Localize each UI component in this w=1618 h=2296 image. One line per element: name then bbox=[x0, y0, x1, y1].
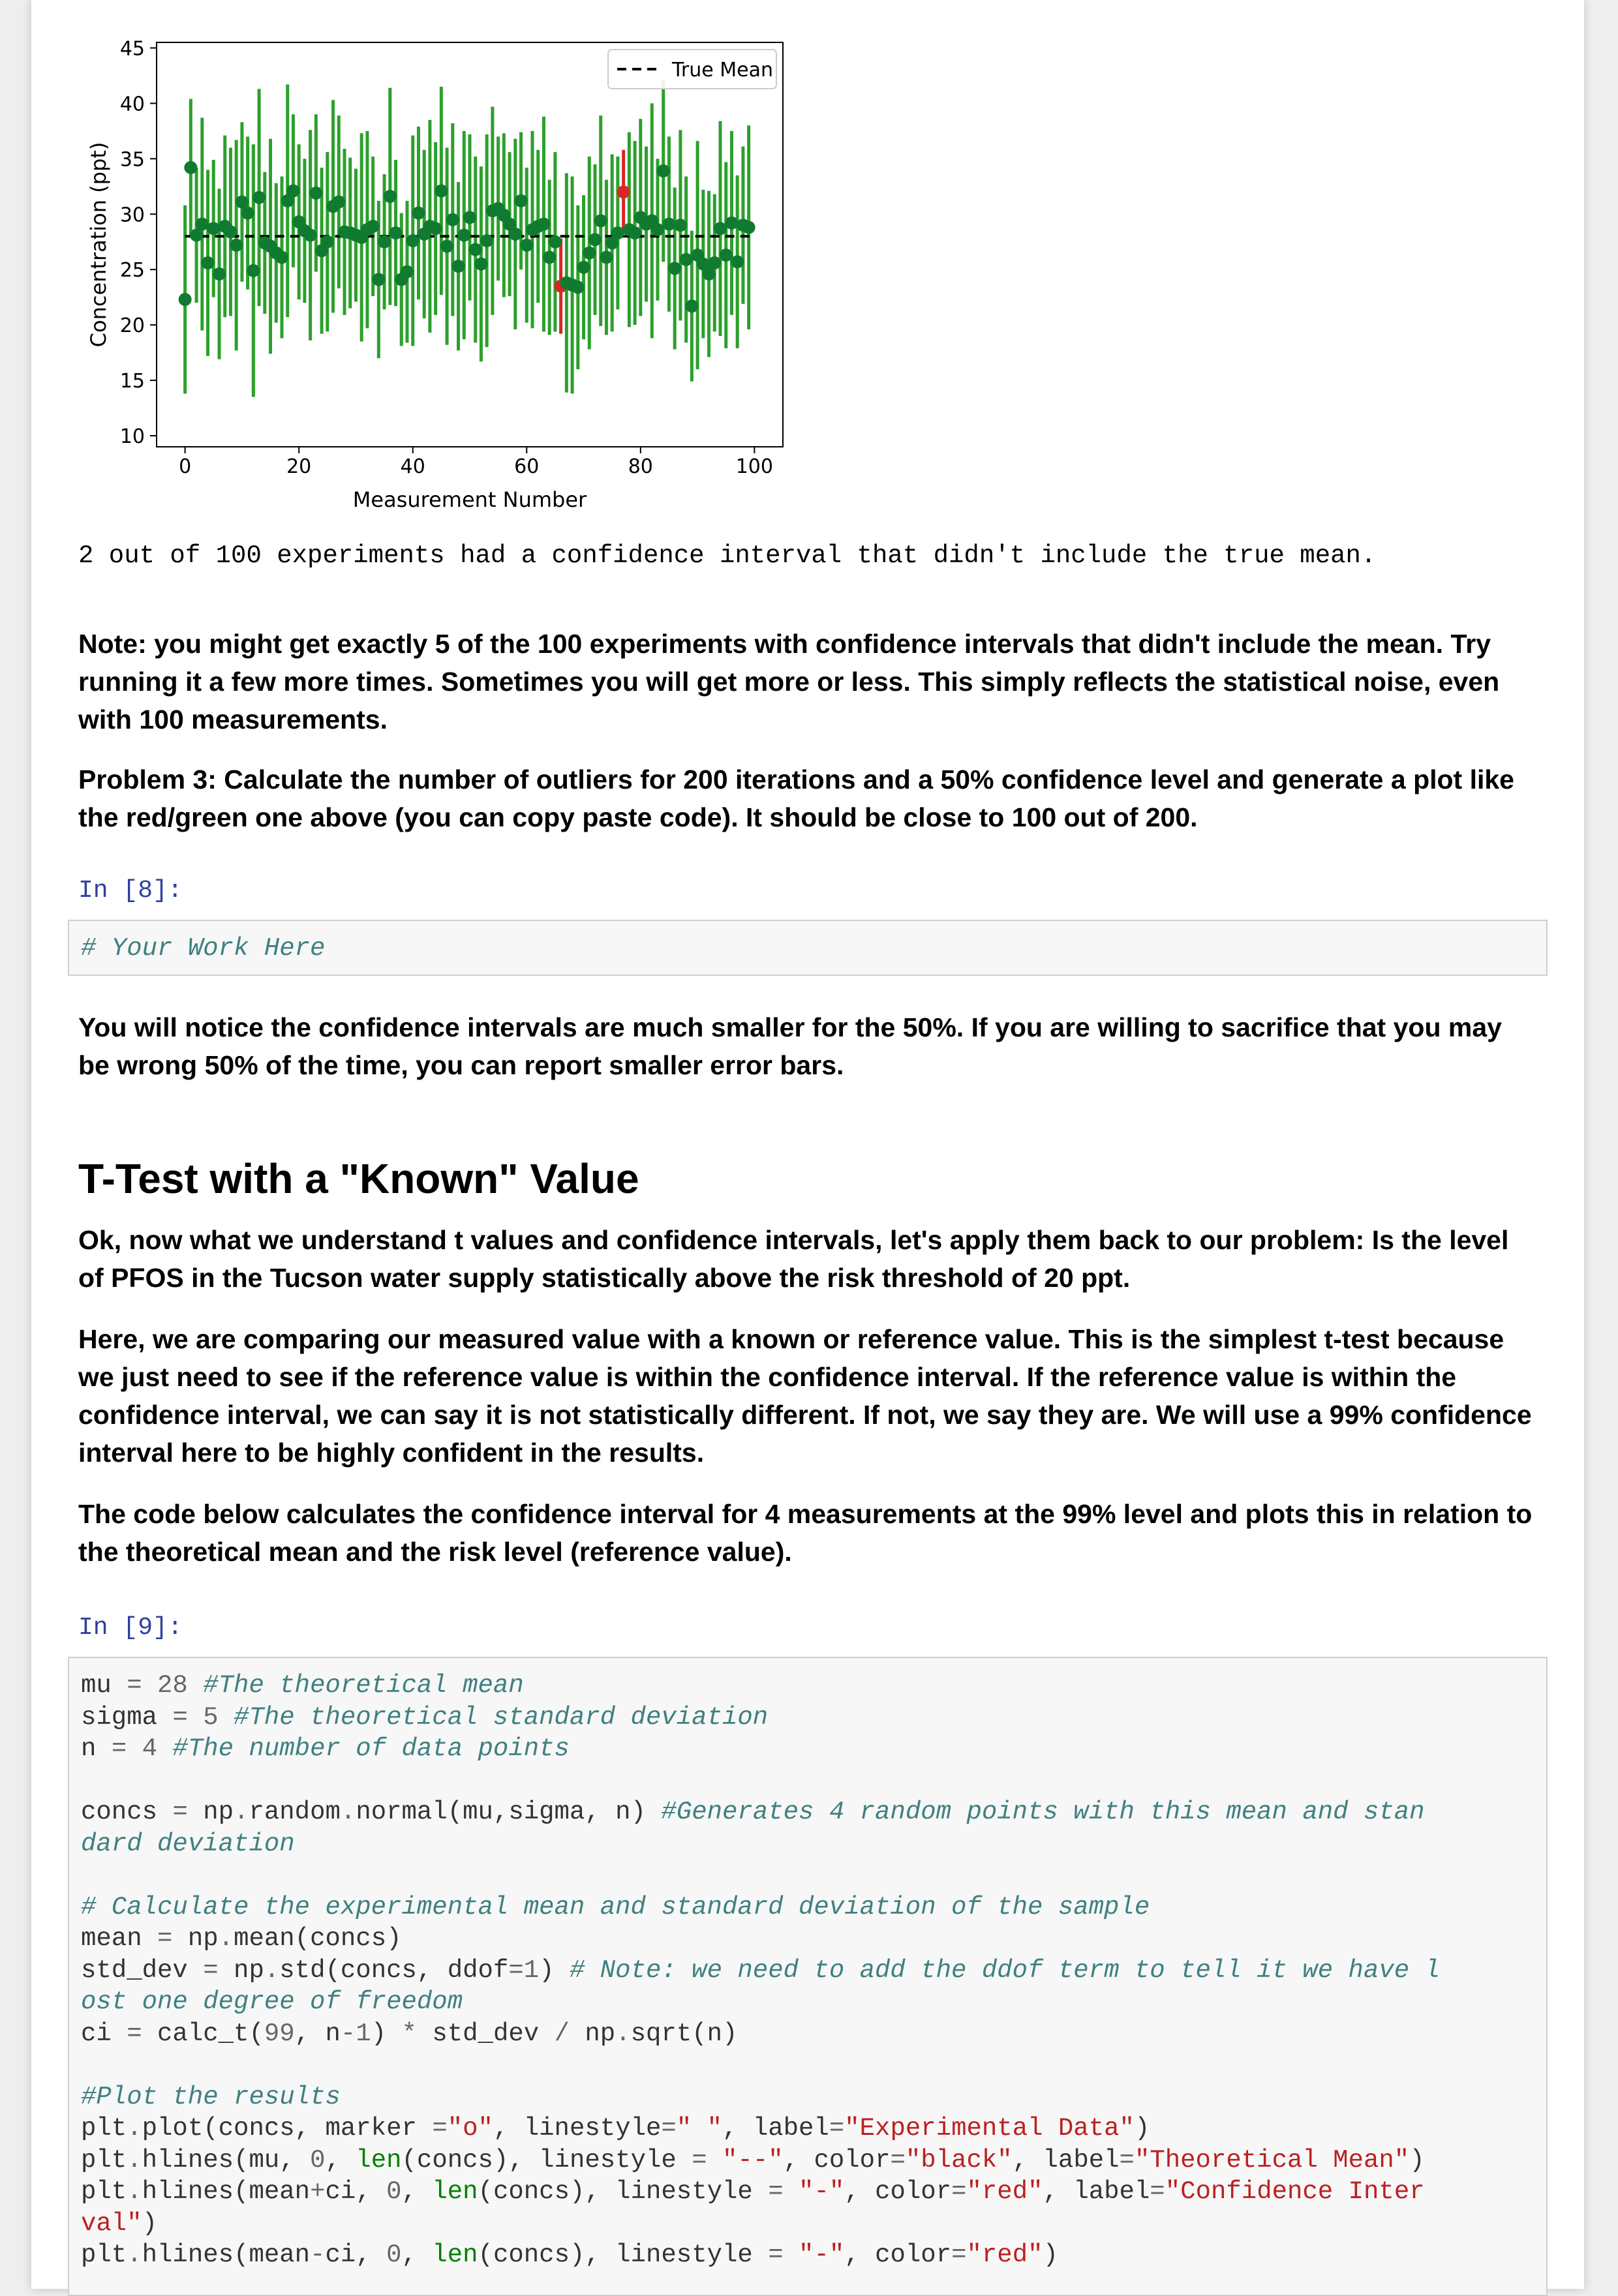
code-token: "-" bbox=[799, 2241, 845, 2269]
code-token: n bbox=[81, 1734, 112, 1763]
code-token: = bbox=[768, 2241, 784, 2269]
data-point bbox=[662, 218, 675, 231]
data-point bbox=[674, 219, 687, 232]
code-token: , label bbox=[1043, 2177, 1150, 2206]
code-token: std_dev bbox=[81, 1956, 204, 1985]
problem-3-label: Problem 3: bbox=[78, 764, 217, 794]
code-token: / bbox=[554, 2019, 570, 2048]
code-token: = bbox=[951, 2177, 967, 2206]
problem-3-text: and a bbox=[855, 764, 941, 794]
ttest-text: Here, we are comparing our measured value with a bbox=[78, 1324, 731, 1354]
code-token: dard deviation bbox=[81, 1829, 295, 1858]
code-token: np bbox=[172, 1924, 219, 1953]
code-token: = bbox=[951, 2241, 967, 2269]
code-token: np bbox=[187, 1798, 234, 1826]
data-point bbox=[196, 218, 209, 231]
code-token: std(concs, ddof bbox=[279, 1956, 509, 1985]
code-token: (concs), linestyle bbox=[401, 2145, 692, 2175]
code-token: std_dev bbox=[416, 2019, 555, 2048]
code-token: , bbox=[401, 2177, 433, 2206]
data-point bbox=[720, 249, 733, 262]
data-point bbox=[474, 258, 487, 271]
code-line bbox=[81, 1986, 1440, 2018]
code-token: #The number of data points bbox=[172, 1734, 570, 1763]
code-token: #The theoretical standard deviation bbox=[234, 1702, 769, 1732]
code-line bbox=[81, 2176, 1440, 2208]
y-tick-label: 20 bbox=[119, 314, 145, 338]
code-token: # Calculate the experimental mean and standard deviation of the sample bbox=[81, 1892, 1150, 1922]
data-point bbox=[537, 218, 550, 231]
code-token: "Confidence Inter bbox=[1165, 2177, 1425, 2206]
code-line bbox=[81, 2208, 1440, 2240]
code-line bbox=[81, 2049, 1440, 2081]
data-point bbox=[668, 262, 681, 275]
code-token: . bbox=[264, 1956, 280, 1985]
data-point bbox=[213, 267, 226, 280]
data-point bbox=[224, 225, 237, 238]
data-point bbox=[543, 251, 556, 264]
code-token: "black" bbox=[905, 2145, 1013, 2175]
cell-output: 2 out of 100 experiments had a confidence interval that didn't include the true mean. bbox=[78, 541, 1377, 570]
code-token: = bbox=[768, 2177, 784, 2206]
code-token: 0 bbox=[310, 2145, 326, 2175]
x-tick-label: 60 bbox=[514, 455, 540, 478]
code-token: ) bbox=[1134, 2114, 1150, 2143]
data-point bbox=[321, 235, 334, 249]
code-token: #The theoretical mean bbox=[203, 1671, 524, 1700]
code-token: mean(concs) bbox=[234, 1924, 402, 1953]
data-point bbox=[275, 251, 288, 264]
code-token: mu bbox=[81, 1671, 127, 1700]
code-token bbox=[707, 2146, 722, 2175]
code-token: #Generates 4 random points with this mean and stan bbox=[661, 1798, 1425, 1826]
data-point bbox=[703, 267, 716, 280]
code-token: . bbox=[127, 2145, 142, 2175]
code-token: = bbox=[1150, 2177, 1165, 2206]
code-token: , bbox=[325, 2145, 356, 2175]
code-token: , label bbox=[722, 2114, 829, 2143]
code-token: plt bbox=[81, 2145, 127, 2175]
code-line bbox=[81, 1670, 1440, 1702]
data-point bbox=[600, 251, 613, 264]
code-line bbox=[81, 1860, 1440, 1892]
code-token: ci, bbox=[325, 2177, 387, 2206]
y-tick-label: 15 bbox=[119, 370, 145, 393]
code-token: plt bbox=[81, 2241, 127, 2269]
x-tick-label: 40 bbox=[400, 455, 425, 478]
data-point bbox=[378, 235, 391, 249]
data-point bbox=[184, 161, 197, 174]
code-line bbox=[81, 2081, 1440, 2113]
x-tick-label: 20 bbox=[286, 455, 312, 478]
code-token: = bbox=[172, 1702, 188, 1732]
code-line bbox=[81, 2239, 1440, 2271]
code-token bbox=[142, 1671, 157, 1700]
data-point bbox=[190, 229, 203, 242]
y-tick-label: 35 bbox=[119, 148, 145, 172]
code-token: "red" bbox=[966, 2177, 1043, 2206]
code-token: plot(concs, marker bbox=[142, 2114, 433, 2143]
code-token: , color bbox=[844, 2241, 952, 2269]
y-tick-label: 30 bbox=[119, 204, 145, 227]
data-point bbox=[207, 222, 220, 235]
code-line bbox=[81, 1733, 1440, 1765]
ttest-paragraph bbox=[78, 1320, 1540, 1472]
cell-8-prompt: In [8]: bbox=[78, 877, 183, 905]
code-token: = bbox=[203, 1956, 219, 1985]
code-token: np bbox=[569, 2019, 616, 2048]
code-token: len bbox=[356, 2145, 402, 2175]
legend-label: True Mean bbox=[672, 59, 773, 82]
code-token: 1 bbox=[356, 2019, 371, 2048]
y-tick-label: 45 bbox=[119, 37, 145, 61]
code-token: normal(mu,sigma, n) bbox=[356, 1798, 662, 1826]
data-point bbox=[304, 229, 317, 242]
data-point bbox=[515, 194, 528, 207]
data-point bbox=[708, 256, 721, 269]
data-point bbox=[549, 235, 562, 249]
code-token: , color bbox=[844, 2177, 952, 2206]
ttest-text: . This is the simplest t-test because we just need to see if the reference value is within the confidence interval. If the reference value is within the confidence interval, we can say it is not statistically different. If not, we say they are. We will use a 99% confidence interval here to be highly confident in the results. bbox=[78, 1324, 1532, 1468]
code-line bbox=[81, 1892, 1440, 1924]
data-point bbox=[252, 191, 266, 204]
code-token: # Note: we need to add the ddof term to tell it we have l bbox=[569, 1956, 1440, 1985]
code-token: = bbox=[432, 2114, 448, 2143]
code-token: . bbox=[234, 1798, 249, 1826]
data-point bbox=[412, 207, 425, 220]
code-token bbox=[127, 1734, 142, 1763]
code-token: hlines(mean bbox=[142, 2241, 311, 2269]
code-token: = bbox=[111, 1734, 127, 1763]
code-token bbox=[784, 2241, 799, 2269]
code-token: + bbox=[310, 2177, 326, 2206]
intro-paragraph: Ok, now what we understand t values and confidence intervals, let's apply them back to our problem: Is the level of PFOS in the Tucson water supply statistically above the risk threshold of 20 ppt. bbox=[78, 1225, 1509, 1293]
iterations-emphasis: 200 iterations bbox=[683, 764, 856, 794]
code-token: = bbox=[508, 1956, 524, 1985]
section-heading: T-Test with a "Known" Value bbox=[78, 1155, 639, 1202]
cell-8-code: # Your Work Here bbox=[81, 934, 326, 963]
code-token: "o" bbox=[447, 2114, 493, 2143]
code-token: ci, bbox=[325, 2241, 387, 2269]
y-tick-label: 10 bbox=[119, 425, 145, 449]
data-point bbox=[384, 190, 397, 203]
code-token: ) bbox=[371, 2019, 402, 2048]
data-point bbox=[367, 220, 380, 233]
code-token: (concs), linestyle bbox=[478, 2177, 769, 2206]
code-token: np bbox=[218, 1956, 264, 1985]
code-token: plt bbox=[81, 2177, 127, 2206]
code-token bbox=[157, 1734, 172, 1763]
code-token bbox=[188, 1703, 203, 1732]
code-line bbox=[81, 1702, 1440, 1734]
x-tick-label: 80 bbox=[628, 455, 653, 478]
data-point bbox=[440, 240, 453, 253]
code-token: = bbox=[157, 1924, 173, 1953]
x-tick-label: 0 bbox=[179, 455, 192, 478]
x-axis-label: Measurement Number bbox=[352, 487, 587, 512]
code-token: . bbox=[615, 2019, 631, 2048]
code-description-paragraph: The code below calculates the confidence interval for 4 measurements at the 99% level and plots this in relation to the theoretical mean and the risk level (reference value). bbox=[78, 1499, 1533, 1567]
data-point bbox=[286, 185, 299, 198]
data-point bbox=[651, 223, 664, 236]
x-tick-label: 100 bbox=[735, 455, 773, 478]
code-token: . bbox=[127, 2241, 142, 2269]
cell-9-code bbox=[81, 1670, 1440, 2271]
code-token: sqrt(n) bbox=[630, 2019, 738, 2048]
confidence-emphasis: 50% confidence level bbox=[940, 764, 1210, 794]
code-token: len bbox=[432, 2241, 478, 2269]
code-line bbox=[81, 1828, 1440, 1860]
code-line bbox=[81, 2018, 1440, 2050]
code-token: calc_t( bbox=[142, 2019, 264, 2048]
code-token: "red" bbox=[966, 2241, 1043, 2269]
code-token bbox=[784, 2177, 799, 2206]
data-point bbox=[241, 207, 254, 220]
code-token: ost one degree of freedom bbox=[81, 1987, 463, 2016]
error-bar-chart bbox=[78, 26, 816, 522]
code-token: ) bbox=[539, 1956, 570, 1985]
data-point bbox=[731, 255, 744, 268]
code-token: , linestyle bbox=[493, 2114, 662, 2143]
code-token: mean bbox=[81, 1924, 158, 1953]
data-point bbox=[452, 260, 465, 273]
code-token: = bbox=[890, 2145, 906, 2175]
data-point bbox=[230, 239, 243, 252]
problem-3-text: Calculate the number of outliers for bbox=[216, 764, 684, 794]
data-point bbox=[236, 196, 249, 209]
code-token: ) bbox=[1409, 2145, 1425, 2175]
data-point bbox=[742, 221, 756, 234]
data-point bbox=[588, 233, 602, 246]
code-token: . bbox=[218, 1924, 234, 1953]
code-line bbox=[81, 1923, 1440, 1955]
code-token: 0 bbox=[386, 2177, 402, 2206]
code-token: = bbox=[127, 2019, 142, 2048]
data-point bbox=[429, 222, 442, 235]
code-token: , label bbox=[1012, 2145, 1120, 2175]
data-point bbox=[480, 234, 493, 247]
code-token: 5 bbox=[203, 1702, 219, 1732]
data-point bbox=[572, 280, 585, 294]
data-point bbox=[520, 239, 533, 252]
data-point bbox=[463, 211, 476, 224]
code-token: = bbox=[692, 2145, 707, 2175]
code-token: "Theoretical Mean" bbox=[1134, 2145, 1410, 2175]
code-token: . bbox=[127, 2114, 142, 2143]
data-point bbox=[469, 243, 482, 256]
code-token: "-" bbox=[799, 2177, 845, 2206]
data-point bbox=[509, 228, 522, 241]
data-point bbox=[457, 229, 470, 242]
code-line bbox=[81, 2113, 1440, 2145]
data-point bbox=[577, 261, 590, 274]
code-token: ) bbox=[142, 2209, 158, 2238]
problem-3-text: and generate a plot like the red/green one above (you can copy paste code). It should be close to 100 out of 200. bbox=[78, 764, 1514, 832]
problem-3-paragraph bbox=[78, 761, 1540, 836]
code-token: hlines(mean bbox=[142, 2177, 311, 2206]
data-point bbox=[309, 187, 322, 200]
data-point bbox=[617, 185, 630, 198]
code-token bbox=[188, 1671, 203, 1700]
notice-paragraph: You will notice the confidence intervals are much smaller for the 50%. If you are willing to sacrifice that you may be wrong 50% of the time, you can report smaller error bars. bbox=[78, 1012, 1502, 1080]
data-point bbox=[594, 214, 607, 227]
code-token bbox=[219, 1703, 234, 1732]
code-token: " " bbox=[676, 2114, 723, 2143]
data-point bbox=[685, 299, 698, 312]
code-token: = bbox=[661, 2114, 677, 2143]
code-token: 28 bbox=[157, 1671, 188, 1700]
data-point bbox=[714, 222, 727, 235]
code-token: , n bbox=[294, 2019, 341, 2048]
code-line bbox=[81, 1765, 1440, 1797]
data-point bbox=[435, 185, 448, 198]
reference-emphasis: known or reference value bbox=[731, 1324, 1054, 1354]
code-token: 0 bbox=[386, 2241, 402, 2269]
data-point bbox=[401, 265, 414, 279]
code-token: = bbox=[172, 1798, 188, 1826]
data-point bbox=[583, 247, 596, 260]
code-token: 1 bbox=[523, 1956, 540, 1985]
code-token: = bbox=[829, 2114, 845, 2143]
code-token: ) bbox=[1043, 2241, 1058, 2269]
code-token: plt bbox=[81, 2114, 127, 2143]
data-point bbox=[202, 256, 215, 269]
code-token: ci bbox=[81, 2019, 127, 2048]
data-point bbox=[372, 273, 385, 286]
code-token: #Plot the results bbox=[81, 2082, 341, 2111]
code-token: hlines(mu, bbox=[142, 2145, 311, 2175]
y-axis-label: Concentration (ppt) bbox=[86, 142, 111, 348]
code-token: . bbox=[340, 1798, 356, 1826]
code-token: - bbox=[340, 2019, 356, 2048]
y-tick-label: 40 bbox=[119, 93, 145, 116]
code-token: * bbox=[401, 2019, 417, 2048]
code-token: , color bbox=[783, 2145, 891, 2175]
data-point bbox=[628, 226, 641, 239]
data-point bbox=[332, 196, 345, 209]
code-token: = bbox=[1119, 2145, 1135, 2175]
y-tick-label: 25 bbox=[119, 259, 145, 282]
code-token: "--" bbox=[722, 2145, 784, 2175]
data-point bbox=[657, 164, 670, 177]
code-token: 99 bbox=[264, 2019, 295, 2048]
note-paragraph: Note: you might get exactly 5 of the 100 experiments with confidence intervals that didn't include the mean. Try running it a few more times. Sometimes you will get more or less. This simply reflects the statistical noise, even with 100 measurements. bbox=[78, 629, 1500, 734]
code-token: (concs), linestyle bbox=[478, 2241, 769, 2269]
code-token: sigma bbox=[81, 1702, 173, 1732]
code-token: 4 bbox=[142, 1734, 158, 1763]
data-point bbox=[680, 253, 693, 266]
code-token: - bbox=[310, 2241, 326, 2269]
data-point bbox=[406, 234, 420, 247]
code-token: , bbox=[401, 2241, 433, 2269]
code-line bbox=[81, 2145, 1440, 2177]
data-point bbox=[179, 293, 192, 306]
code-token: len bbox=[432, 2177, 478, 2206]
code-token: "Experimental Data" bbox=[844, 2114, 1135, 2143]
data-point bbox=[611, 226, 624, 239]
code-token: concs bbox=[81, 1798, 173, 1826]
cell-9-prompt: In [9]: bbox=[78, 1614, 183, 1642]
code-token: = bbox=[127, 1671, 142, 1700]
data-point bbox=[389, 226, 403, 239]
code-token: val" bbox=[81, 2209, 142, 2238]
code-line bbox=[81, 1955, 1440, 1987]
code-token: . bbox=[127, 2177, 142, 2206]
data-point bbox=[725, 217, 738, 230]
code-token: random bbox=[249, 1798, 341, 1826]
data-point bbox=[247, 264, 260, 277]
code-line bbox=[81, 1796, 1440, 1828]
data-point bbox=[446, 213, 459, 226]
